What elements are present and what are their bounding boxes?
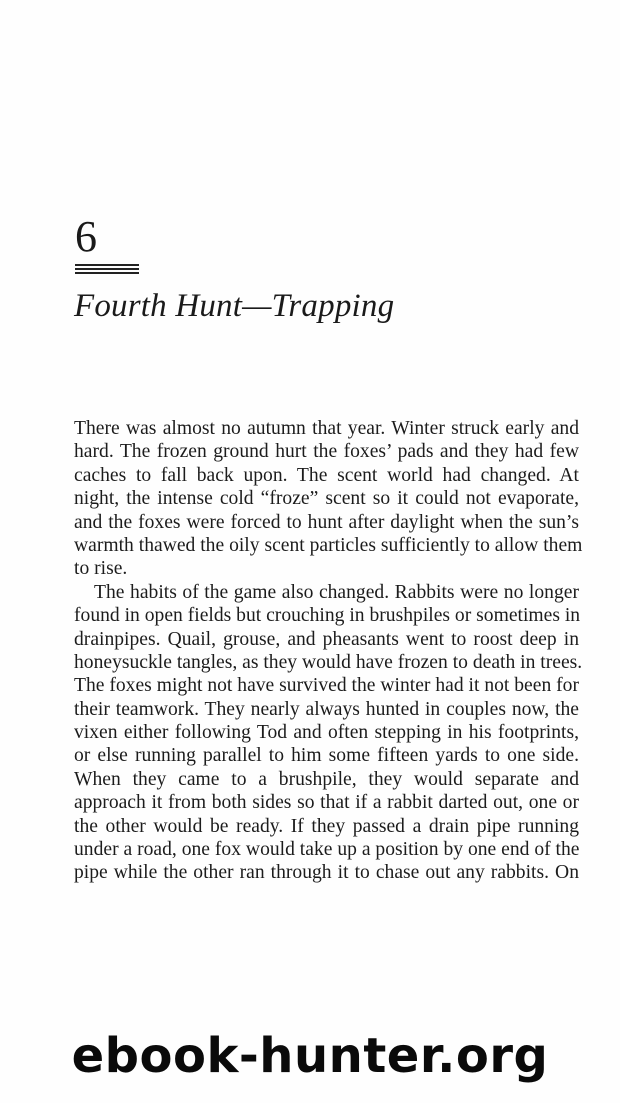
chapter-title: Fourth Hunt—Trapping (74, 288, 395, 324)
text-line: or else running parallel to him some fifteen yards to one side. (74, 745, 579, 767)
rule-line (75, 272, 139, 274)
text-line: When they came to a brushpile, they would separate and (74, 768, 579, 790)
text-line: caches to fall back upon. The scent world had changed. At (74, 464, 579, 486)
chapter-rule (75, 264, 139, 274)
text-line: and the foxes were forced to hunt after daylight when the sun’s (74, 511, 579, 533)
text-line: the other would be ready. If they passed a drain pipe running (74, 815, 579, 837)
text-line: to rise. (74, 558, 128, 580)
rule-line (75, 264, 139, 266)
text-line: night, the intense cold “froze” scent so it could not evaporate, (74, 488, 579, 510)
text-line: vixen either following Tod and often stepping in his footprints, (74, 722, 579, 744)
text-line: their teamwork. They nearly always hunted in couples now, the (74, 698, 579, 720)
paragraph-2 (74, 581, 583, 885)
text-line: approach it from both sides so that if a rabbit darted out, one or (74, 792, 579, 814)
rule-line (75, 268, 139, 270)
text-line: honeysuckle tangles, as they would have frozen to death in trees. (74, 651, 583, 673)
text-line: The habits of the game also changed. Rabbits were no longer (94, 581, 579, 603)
text-line: found in open fields but crouching in brushpiles or sometimes in (74, 605, 581, 627)
text-line: hard. The frozen ground hurt the foxes’ pads and they had few (74, 441, 579, 463)
text-line: The foxes might not have survived the winter had it not been for (74, 675, 579, 697)
chapter-number: 6 (75, 212, 97, 261)
text-line: There was almost no autumn that year. Winter struck early and (74, 418, 579, 439)
text-line: warmth thawed the oily scent particles sufficiently to allow them (74, 534, 583, 556)
paragraph-1 (74, 417, 583, 581)
watermark: ebook-hunter.org (71, 1028, 549, 1084)
text-line: pipe while the other ran through it to chase out any rabbits. On (74, 862, 579, 884)
chapter-body (74, 417, 583, 885)
text-line: drainpipes. Quail, grouse, and pheasants went to roost deep in (74, 628, 579, 650)
text-line: under a road, one fox would take up a position by one end of the (74, 839, 580, 861)
